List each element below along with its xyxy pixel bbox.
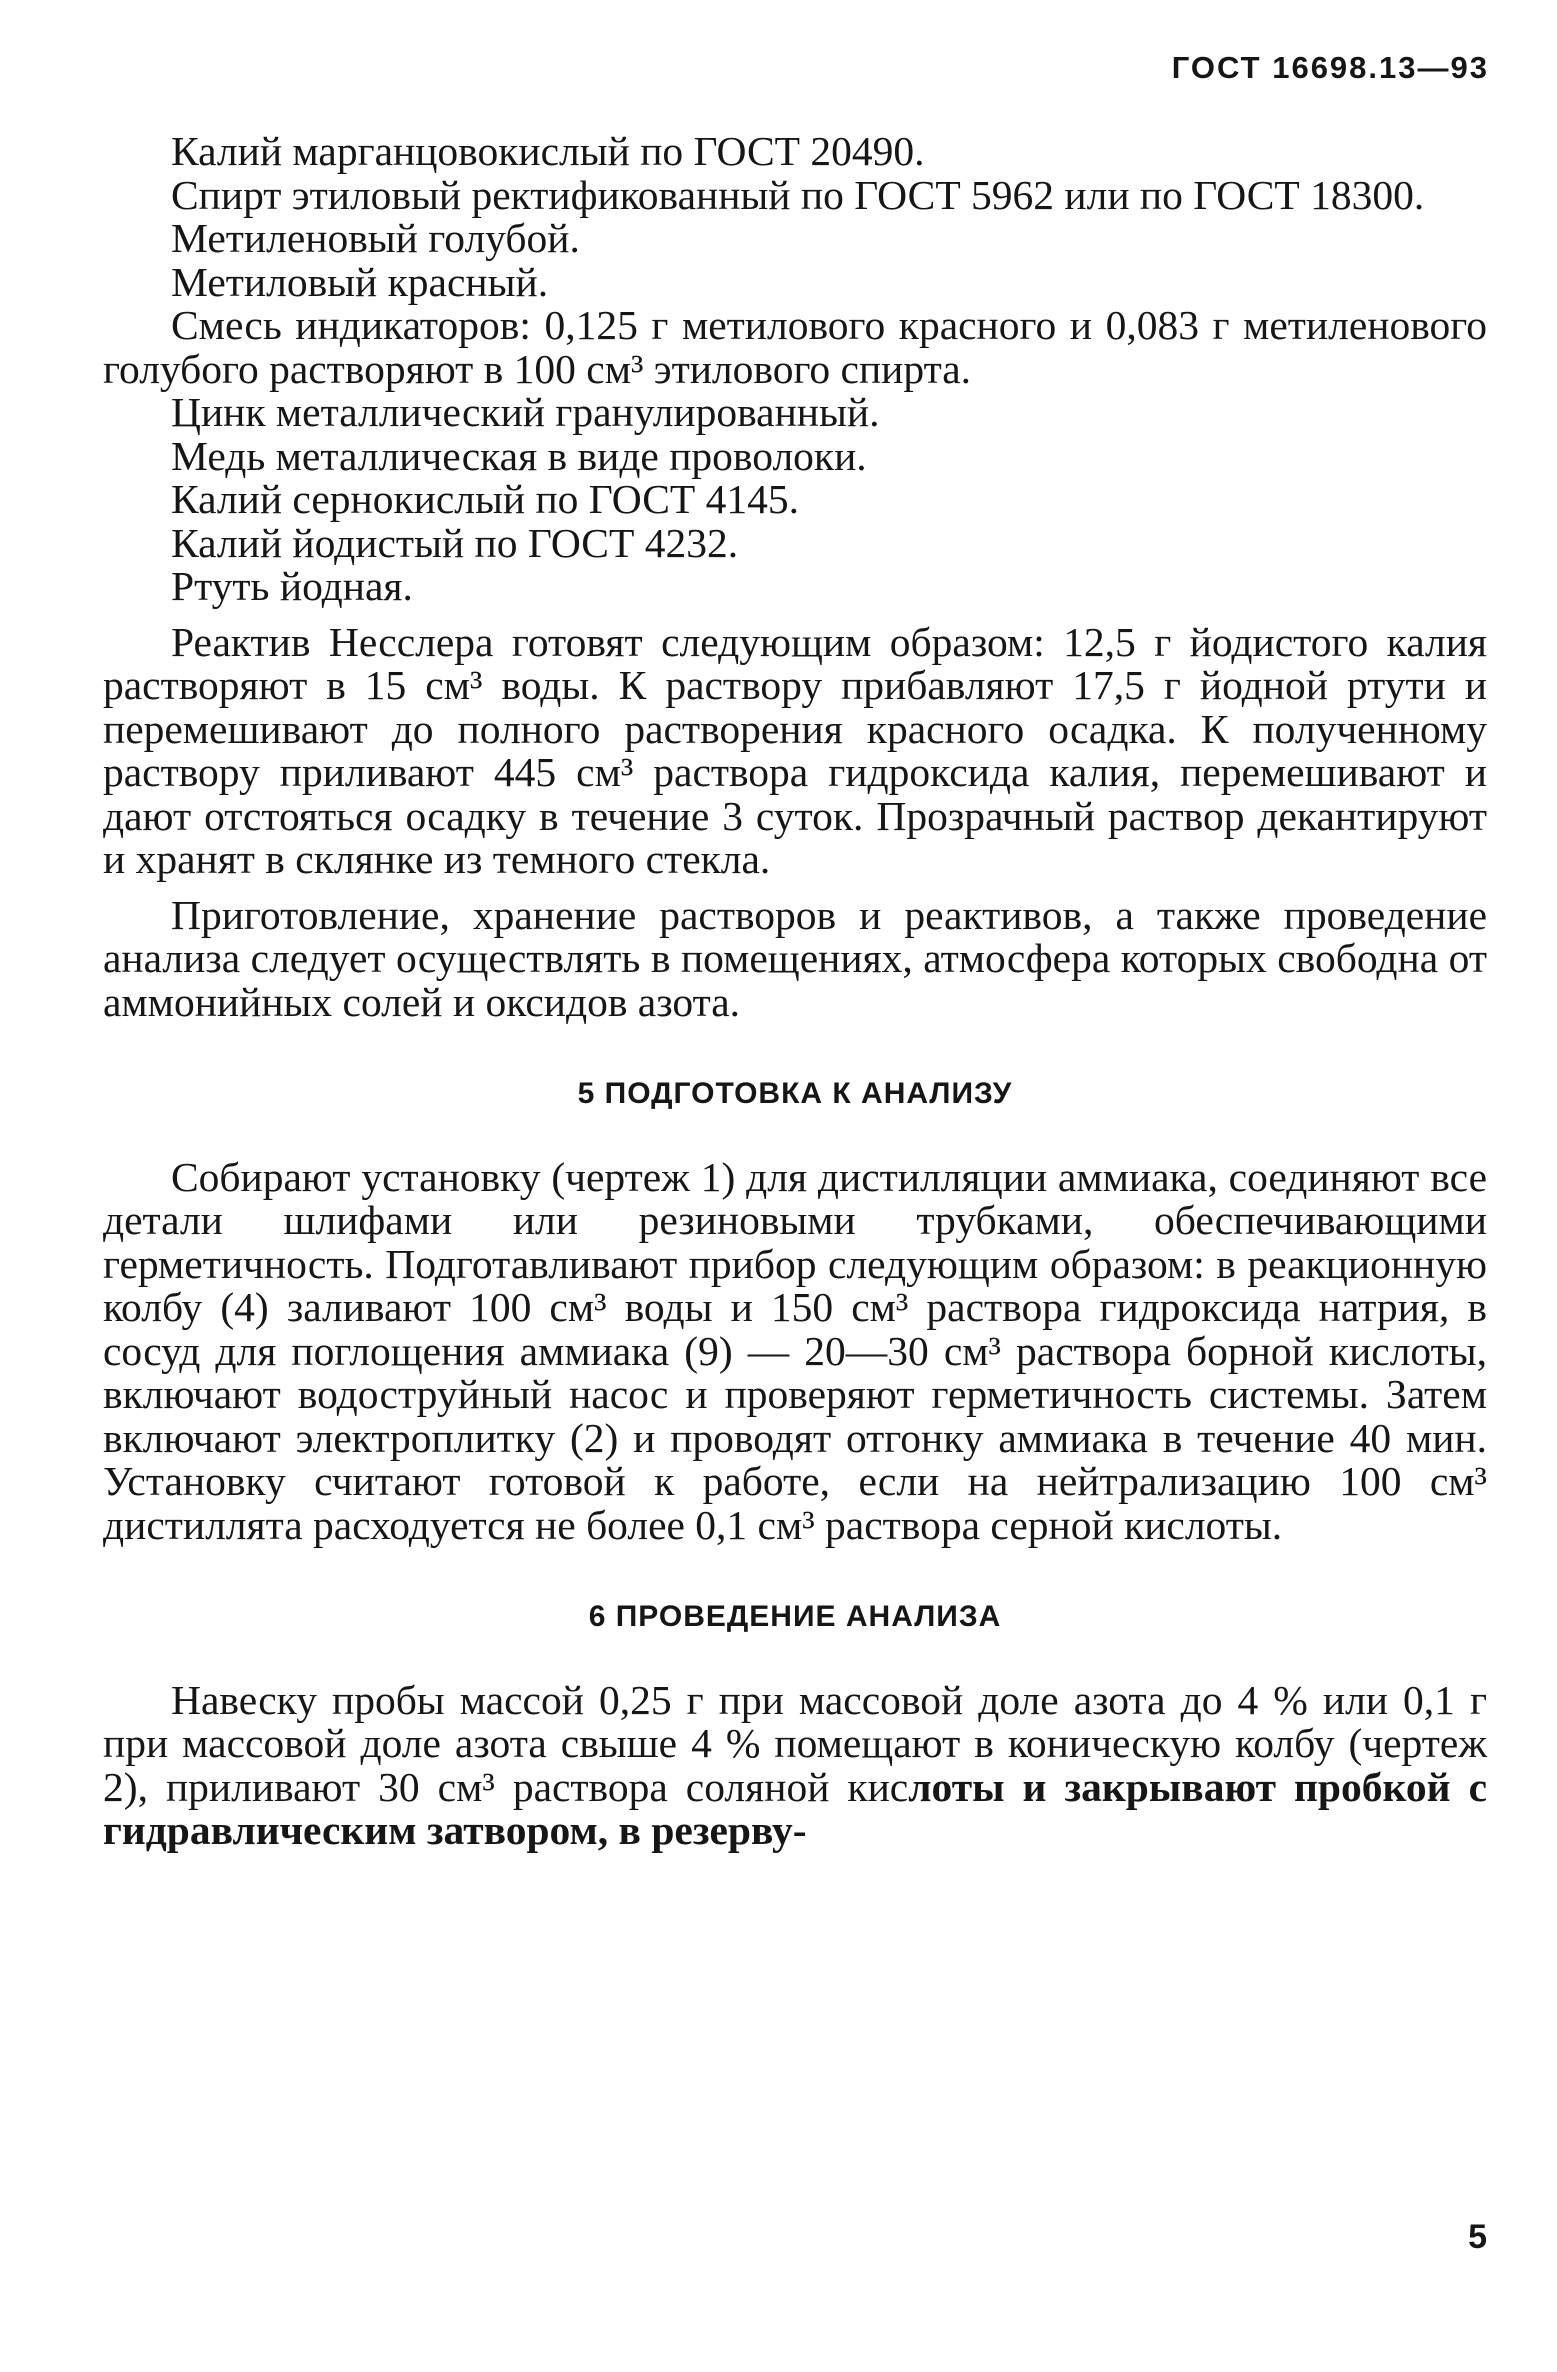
reagent-item: Метиленовый голубой. bbox=[171, 215, 580, 261]
document-header: ГОСТ 16698.13—93 bbox=[1171, 50, 1489, 85]
page-number: 5 bbox=[1468, 2218, 1487, 2256]
reagent-item: Смесь индикаторов: 0,125 г метилового красного и 0,083 г метиленового голубого растворяют в 100 см³ этилового спирта. bbox=[103, 302, 1487, 392]
reagent-item: Спирт этиловый ректификованный по ГОСТ 5962 или по ГОСТ 18300. bbox=[171, 171, 1425, 218]
section-5-heading: 5 ПОДГОТОВКА К АНАЛИЗУ bbox=[577, 1077, 1013, 1110]
reagent-item: Ртуть йодная. bbox=[171, 563, 413, 609]
nessler-reagent-paragraph: Реактив Несслера готовят следующим образом: 12,5 г йодистого калия растворяют в 15 см³ воды. К раствору прибавляют 17,5 г йодной ртути и перемешивают до полного растворения красного осадка. К полученному раствору приливают 445 см³ раствора гидроксида калия, перемешивают и дают отстояться осадку в течение 3 суток. Прозрачный раствор декантируют и хранят в склянке из темного стекла. bbox=[103, 618, 1487, 882]
reagent-item: Калий сернокислый по ГОСТ 4145. bbox=[171, 476, 799, 522]
section-6-text: Навеску пробы массой 0,25 г при массовой доле азота до 4 % или 0,1 г при массовой доле азота свыше 4 % помещают в коническую колбу (чертеж 2), приливают 30 см³ раствора соляной кис bbox=[103, 1676, 1487, 1810]
section-6-text-continued: лоты и закрывают пробкой с гидравлическим затвором, в резерву- bbox=[103, 1763, 1487, 1853]
page-body bbox=[103, 130, 1487, 1853]
storage-note-paragraph: Приготовление, хранение растворов и реактивов, а также проведение анализа следует осуществлять в помещениях, атмосфера которых свободна от аммонийных солей и оксидов азота. bbox=[103, 891, 1487, 1025]
section-6-paragraph bbox=[103, 1676, 1487, 1853]
reagent-item: Калий марганцовокислый по ГОСТ 20490. bbox=[171, 128, 925, 174]
reagent-item: Медь металлическая в виде проволоки. bbox=[171, 432, 867, 479]
reagent-item: Метиловый красный. bbox=[171, 258, 549, 305]
reagent-item: Калий йодистый по ГОСТ 4232. bbox=[171, 519, 739, 566]
section-5-paragraph: Собирают установку (чертеж 1) для дистилляции аммиака, соединяют все детали шлифами или резиновыми трубками, обеспечивающими герметичность. Подготавливают прибор следующим образом: в реакционную колбу (4) заливают 100 см³ воды и 150 см³ раствора гидроксида натрия, в сосуд для поглощения аммиака (9) — 20—30 см³ раствора борной кислоты, включают водоструйный насос и проверяют герметичность системы. Затем включают электроплитку (2) и проводят отгонку аммиака в течение 40 мин. Установку считают готовой к работе, если на нейтрализацию 100 см³ дистиллята расходуется не более 0,1 см³ раствора серной кислоты. bbox=[103, 1153, 1487, 1548]
reagent-item: Цинк металлический гранулированный. bbox=[171, 389, 880, 435]
section-6-heading: 6 ПРОВЕДЕНИЕ АНАЛИЗА bbox=[588, 1600, 1002, 1633]
